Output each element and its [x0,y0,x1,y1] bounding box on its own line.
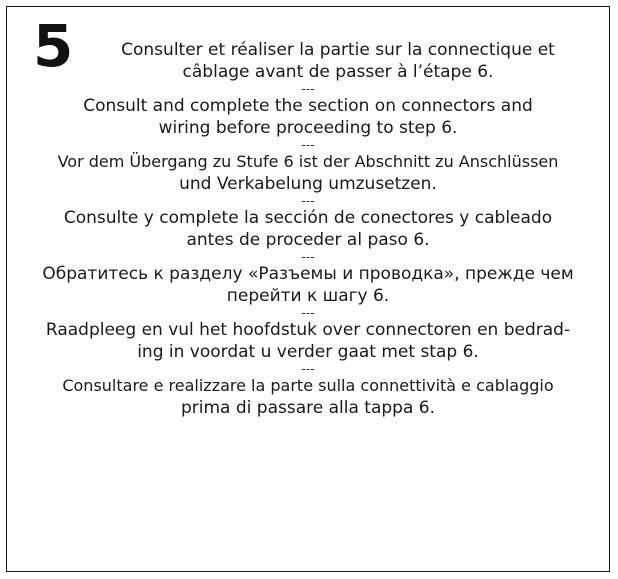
separator: --- [301,82,315,96]
instruction-de [17,151,599,195]
step-number: 5 [33,12,74,80]
instruction-line: Consulte y complete la sección de conectores y cableado [63,208,553,228]
separator: --- [301,362,315,376]
instruction-line: Обратитесь к разделу «Разъемы и проводка», прежде чем [42,264,574,284]
instruction-line: antes de proceder al paso 6. [186,230,430,250]
instruction-line: Raadpleeg en vul het hoofdstuk over connectoren en bedrad- [45,320,571,340]
multilingual-instructions [17,39,599,419]
separator: --- [301,138,315,152]
instruction-ru [17,263,599,307]
instruction-line: und Verkabelung umzusetzen. [179,174,437,194]
instruction-it [17,375,599,419]
instruction-line: wiring before proceeding to step 6. [158,118,458,138]
instruction-nl [17,319,599,363]
separator: --- [301,250,315,264]
instruction-line: Consulter et réaliser la partie sur la connectique et [121,40,555,60]
instruction-line: prima di passare alla tappa 6. [180,398,435,418]
instruction-fr [17,39,599,83]
separator: --- [301,194,315,208]
instruction-line: ing in voordat u verder gaat met stap 6. [137,342,479,362]
instruction-en [17,95,599,139]
instruction-es [17,207,599,251]
separator: --- [301,306,315,320]
instruction-line: Consult and complete the section on connectors and [83,96,533,116]
instruction-line: câblage avant de passer à l’étape 6. [182,62,494,82]
instruction-line: перейти к шагу 6. [226,286,390,306]
instruction-line: Consultare e realizzare la parte sulla connettività e cablaggio [62,376,554,395]
instruction-line: Vor dem Übergang zu Stufe 6 ist der Abschnitt zu Anschlüssen [57,152,559,171]
instruction-box [6,6,610,572]
